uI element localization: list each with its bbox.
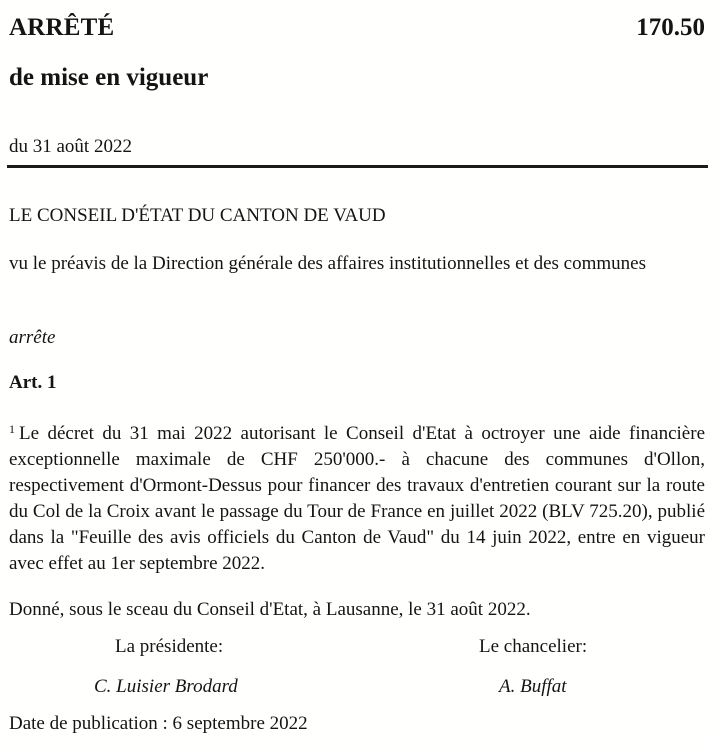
- article-paragraph: [9, 416, 705, 577]
- president-role: La présidente:: [115, 636, 224, 657]
- alinea-number: 1: [9, 422, 15, 436]
- article-body: [9, 416, 705, 577]
- header-divider: [7, 165, 708, 168]
- issuing-authority: LE CONSEIL D'ÉTAT DU CANTON DE VAUD: [9, 205, 386, 226]
- president-name: C. Luisier Brodard: [94, 676, 238, 697]
- rs-number: 170.50: [636, 14, 705, 41]
- publication-date: Date de publication : 6 septembre 2022: [9, 713, 308, 734]
- document-title: ARRÊTÉ: [9, 14, 115, 41]
- document-date: du 31 août 2022: [9, 136, 132, 157]
- article-text: Le décret du 31 mai 2022 autorisant le Conseil d'Etat à octroyer une aide financière exceptionnelle maximale de CHF 250'000.- à chacune des communes d'Ollon, respectivement d'Ormont-Dessus pour financer des travaux d'entretien courant sur la route du Col de la Croix avant le passage du Tour de France en juillet 2022 (BLV 725.20), publié dans la "Feuille des avis officiels du Canton de Vaud" du 14 juin 2022, entre en vigueur avec effet au 1er septembre 2022.: [9, 423, 705, 574]
- document-subtitle: de mise en vigueur: [9, 64, 209, 91]
- chancellor-role: Le chancelier:: [479, 636, 588, 657]
- article-heading: Art. 1: [9, 372, 57, 393]
- chancellor-name: A. Buffat: [499, 676, 567, 697]
- given-under-seal-line: Donné, sous le sceau du Conseil d'Etat, à Lausanne, le 31 août 2022.: [9, 599, 531, 620]
- decision-word: arrête: [9, 327, 56, 348]
- preavis-paragraph: vu le préavis de la Direction générale des affaires institutionnelles et des communes: [9, 253, 646, 274]
